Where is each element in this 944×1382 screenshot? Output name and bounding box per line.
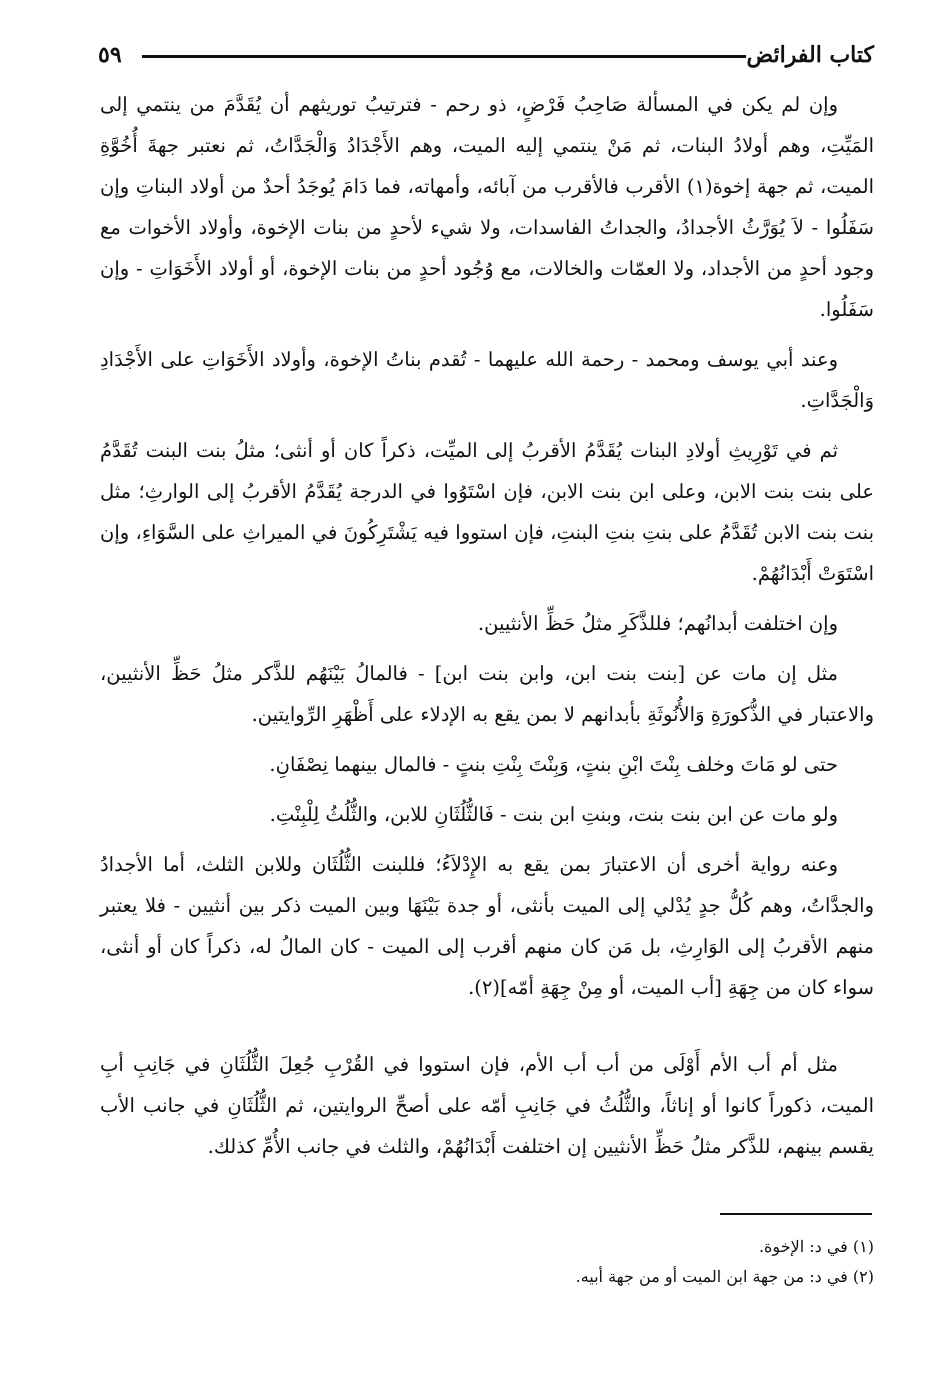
paragraph: مثل إن مات عن [بنت بنت ابن، وابن بنت ابن] - فالمالُ بَيْنَهُم للذَّكر مثلُ حَظِّ الأنثيين، والاعتبار في الذُّكورَةِ وَالأُنُوثَةِ بأبدانهم لا بمن يقع به الإدلاء على أَظْهَرِ الرِّوايتين. (100, 662, 874, 726)
paragraph: وعنه رواية أخرى أن الاعتبارَ بمن يقع به الإِدْلاَءُ؛ فللبنت الثُّلُثَان وللابن الثلث، أما الأجدادُ والجدَّاتُ، وهم كُلُّ جدٍ يُدْلي إلى الميت بأنثى، أو جدة بَيْنَهَا وبين الميت ذكر بين أنثيين - فلا يعتبر منهم الأقربُ إلى الوَارِثِ، بل مَن كان منهم أقرب إلى الميت - كان المالُ له، ذكراً كان أو أنثى، سواء كان من جِهَةِ [أب الميت، أو مِنْ جِهَةِ أمّه](٢). (100, 853, 874, 999)
main-text (100, 84, 874, 1176)
paragraph: حتى لو مَاتَ وخلف بِنْتَ ابْنِ بنتٍ، وَبِنْتَ بِنْتِ بنتٍ - فالمال بينهما نِصْفَانِ. (269, 753, 838, 776)
header-rule (142, 55, 746, 58)
footnote: (٢) في د: من جهة ابن الميت أو من جهة أبيه. (575, 1267, 874, 1286)
page-header (98, 40, 874, 74)
footnotes (100, 1232, 874, 1292)
paragraph: ولو مات عن ابن بنت بنت، وبنتِ ابن بنت - فَالثُّلُثَانِ للابن، والثُّلُثُ لِلْبِنْتِ. (269, 803, 838, 826)
paragraph: وإن لم يكن في المسألة صَاحِبُ فَرْضٍ، ذو رحم - فترتيبُ توريثهم أن يُقَدَّمَ من ينتمي إلى المَيِّتِ، وهم أولادُ البنات، ثم مَنْ ينتمي إليه الميت، وهم الأَجْدَادُ وَالْجَدَّاتُ، ثم نعتبر جهةَ أُخُوَّةِ الميت، ثم جهة إخوة(١) الأقرب فالأقرب من آبائه، وأمهاته، فما دَامَ يُوجَدُ أحدٌ من أولاد البناتِ وإن سَفَلُوا - لاَ يُوَرَّثُ الأجدادُ، والجداتُ الفاسدات، ولا شيء لأحدٍ من بنات الإخوة، وأولاد الأخوات مع وجود أحدٍ من الأجداد، ولا العمّات والخالات، مع وُجُود أحدٍ من بنات الإخوة، أو أولاد الأَخَوَاتِ - وإن سَفَلُوا. (100, 93, 874, 321)
paragraph: ثم في تَوْرِيثِ أولادِ البنات يُقَدَّمُ الأقربُ إلى الميِّت، ذكراً كان أو أنثى؛ مثلُ بنت البنت تُقَدَّمُ على بنت بنت الابن، وعلى ابن بنت الابن، فإن اسْتَوُوا في الدرجة يُقَدَّمُ الأقربُ إلى الوارثِ؛ مثل بنت بنت الابن تُقَدَّمُ على بنتِ بنتِ البنتِ، فإن استووا فيه يَشْتَرِكُونَ في الميراثِ على السَّوَاءِ، وإن اسْتَوَتْ أَبْدَانُهُمْ. (100, 439, 874, 585)
running-title: كتاب الفرائض (746, 42, 874, 68)
footnote: (١) في د: الإخوة. (758, 1237, 874, 1256)
page-number: ٥٩ (98, 42, 122, 68)
footnote-separator (720, 1213, 872, 1215)
paragraph: وعند أبي يوسف ومحمد - رحمة الله عليهما - تُقدم بناتُ الإخوة، وأولاد الأَخَوَاتِ على الأَجْدَادِ وَالْجَدَّاتِ. (100, 348, 874, 412)
paragraph: مثل أم أب الأم أَوْلَى من أب أب الأم، فإن استووا في القُرْبِ جُعِلَ الثُّلُثَانِ في جَانِبِ أبِ الميت، ذكوراً كانوا أو إناثاً، والثُّلُثُ في جَانِبِ أمّه على أصحِّ الروايتين، ثم الثُّلُثَانِ في جانب الأب يقسم بينهم، للذَّكر مثلُ حَظِّ الأنثيين إن اختلفت أَبْدَانُهُمْ، والثلث في جانب الأُمِّ كذلك. (100, 1053, 874, 1158)
paragraph: وإن اختلفت أبدانُهم؛ فللذَّكَرِ مثلُ حَظِّ الأنثيين. (477, 612, 838, 635)
